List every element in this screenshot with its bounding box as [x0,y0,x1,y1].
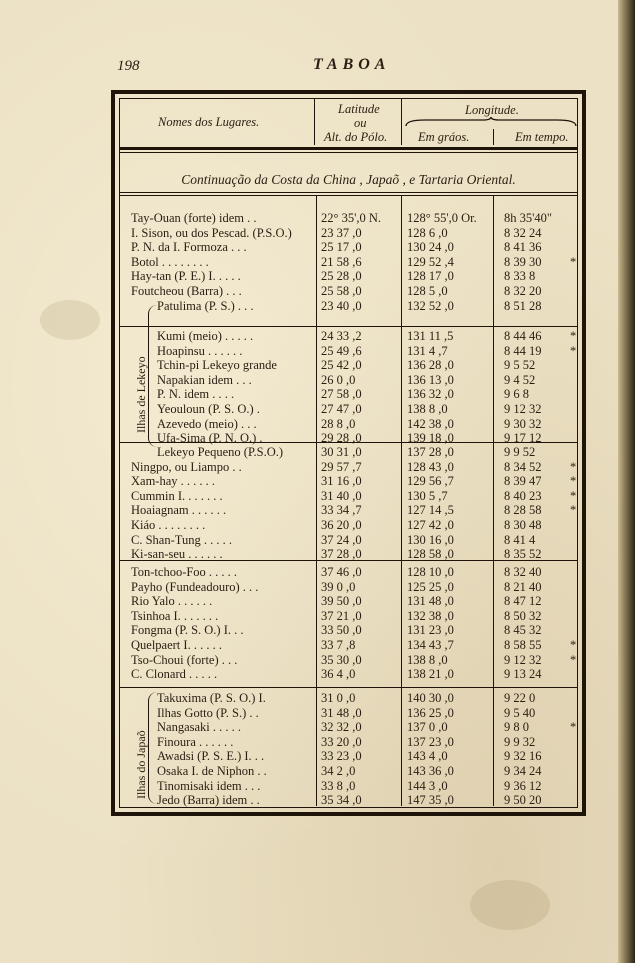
longitude-degrees-cell: 128 5 ,0 [407,284,448,298]
place-name: Patulima (P. S.) . . . [157,298,254,313]
longitude-degrees-cell: 140 30 ,0 [407,691,454,705]
place-name: Kiáo . . . . . . . . [131,518,206,532]
longitude-time-cell: 8 40 23 [504,488,542,503]
longitude-time-cell: 8 32 24 [504,225,542,240]
longitude-degrees-cell: 130 24 ,0 [407,240,454,255]
longitude-degrees-cell: 130 5 ,7 [407,488,448,503]
table-row [120,226,583,241]
longitude-time-cell: 8 30 48 [504,518,542,532]
latitude-cell: 34 2 ,0 [321,764,356,778]
longitude-degrees-cell: 136 28 ,0 [407,358,454,373]
latitude-cell: 23 40 ,0 [321,298,362,313]
subtitle-rule [120,192,577,193]
header-names: Nomes dos Lugares. [158,115,260,129]
star-mark: * [570,488,577,503]
group-rule [120,326,577,327]
place-name: Osaka I. de Niphon . . [157,764,267,778]
header-time: Em tempo. [515,130,569,144]
header-rule [120,147,577,150]
table-row [120,518,583,533]
table-row [120,474,583,489]
longitude-degrees-cell: 138 21 ,0 [407,667,454,682]
latitude-cell: 29 57 ,7 [321,459,362,474]
longitude-degrees-cell: 131 4 ,7 [407,343,448,358]
place-name: Lekeyo Pequeno (P.S.O.) [157,445,284,459]
latitude-cell: 26 0 ,0 [321,372,356,387]
longitude-time-cell: 9 5 40 [504,705,536,720]
longitude-degrees-cell: 127 42 ,0 [407,518,454,532]
place-name: Hoapinsu . . . . . . [157,343,243,358]
place-name: P. N. idem . . . . [157,387,235,402]
table-row [120,609,583,624]
place-name: Nangasaki . . . . . [157,720,242,735]
place-name: Tsinhoa I. . . . . . . [131,608,219,623]
latitude-cell: 25 42 ,0 [321,358,362,373]
latitude-cell: 35 30 ,0 [321,652,362,667]
place-name: Takuxima (P. S. O.) I. [157,691,266,705]
table-row [120,533,583,548]
latitude-cell: 33 7 ,8 [321,638,356,652]
table-row [120,211,583,226]
longitude-degrees-cell: 136 32 ,0 [407,387,454,402]
table-row [120,667,583,682]
place-name: Ton-tchoo-Foo . . . . . [131,565,238,579]
longitude-time-cell: 8 39 47 [504,474,542,489]
place-name: Azevedo (meio) . . . [157,416,257,431]
table-inner [119,98,578,808]
table-row [120,255,583,270]
table-row [120,402,583,417]
header-latitude-or: ou [354,116,367,130]
page-number: 198 [117,58,140,74]
header-degrees: Em gráos. [418,130,470,144]
latitude-cell: 28 8 ,0 [321,416,356,431]
longitude-degrees-cell: 132 52 ,0 [407,298,454,313]
latitude-cell: 31 16 ,0 [321,474,362,489]
longitude-degrees-cell: 132 38 ,0 [407,608,454,623]
place-name: Yeouloun (P. S. O.) . [157,402,260,416]
table-row [120,269,583,284]
longitude-degrees-cell: 128 17 ,0 [407,269,454,284]
longitude-time-cell: 9 12 32 [504,652,542,667]
header-divider [493,129,494,145]
running-title: TABOA [313,56,391,73]
table-row [120,706,583,721]
table-row [120,489,583,504]
table-row [120,503,583,518]
paper-stain [470,880,550,930]
latitude-cell: 30 31 ,0 [321,445,362,459]
table-row [120,299,583,314]
place-name: C. Clonard . . . . . [131,667,218,682]
book-gutter-edge [618,0,635,963]
table-row [120,720,583,735]
longitude-time-cell: 9 32 16 [504,749,542,764]
star-mark: * [570,638,577,652]
longitude-degrees-cell: 128 10 ,0 [407,565,454,579]
longitude-time-cell: 8 44 46 [504,329,542,343]
table-row [120,565,583,580]
longitude-degrees-cell: 139 18 ,0 [407,431,454,446]
latitude-cell: 29 28 ,0 [321,431,362,446]
longitude-degrees-cell: 143 4 ,0 [407,749,448,764]
longitude-degrees-cell: 129 56 ,7 [407,474,454,489]
latitude-cell: 33 20 ,0 [321,734,362,749]
latitude-cell: 36 4 ,0 [321,667,356,682]
longitude-degrees-cell: 138 8 ,0 [407,652,448,667]
table-row [120,594,583,609]
table-row [120,358,583,373]
place-name: Tay-Ouan (forte) idem . . [131,211,257,225]
longitude-time-cell: 8 32 20 [504,284,542,298]
subtitle-rule [120,195,577,196]
latitude-cell: 25 17 ,0 [321,240,362,255]
longitude-time-cell: 8 39 30 [504,254,542,269]
latitude-cell: 37 28 ,0 [321,547,362,562]
latitude-cell: 33 8 ,0 [321,778,356,793]
table-row [120,329,583,344]
table-row [120,344,583,359]
table-row [120,764,583,779]
longitude-time-cell: 9 6 8 [504,387,529,402]
longitude-time-cell: 9 22 0 [504,691,536,705]
longitude-degrees-cell: 136 13 ,0 [407,372,454,387]
place-name: Foutcheou (Barra) . . . [131,284,242,298]
place-name: Ki-san-seu . . . . . . [131,547,223,562]
place-name: Awadsi (P. S. E.) I. . . [157,749,265,764]
place-name: Hay-tan (P. E.) I. . . . . [131,269,241,284]
paper-stain [40,300,100,340]
latitude-cell: 37 46 ,0 [321,565,362,579]
longitude-time-cell: 8 41 4 [504,532,536,547]
longitude-time-cell: 9 30 32 [504,416,542,431]
table-row [120,691,583,706]
longitude-time-cell: 9 13 24 [504,667,542,682]
table-row [120,779,583,794]
table-row [120,547,583,562]
longitude-degrees-cell: 131 11 ,5 [407,329,454,343]
place-name: Cummin I. . . . . . . [131,488,223,503]
longitude-time-cell: 8h 35'40" [504,211,552,225]
longitude-time-cell: 8 58 55 [504,638,542,652]
longitude-degrees-cell: 137 23 ,0 [407,734,454,749]
table-row [120,735,583,750]
place-name: Tso-Choui (forte) . . . [131,652,238,667]
latitude-cell: 22° 35',0 N. [321,211,382,225]
place-name: C. Shan-Tung . . . . . [131,532,232,547]
star-mark: * [570,343,577,358]
longitude-degrees-cell: 137 28 ,0 [407,445,454,459]
longitude-degrees-cell: 127 14 ,5 [407,503,454,518]
longitude-time-cell: 9 17 12 [504,431,542,446]
latitude-cell: 25 49 ,6 [321,343,362,358]
latitude-cell: 39 0 ,0 [321,579,356,594]
star-mark: * [570,459,577,474]
table-row [120,445,583,460]
place-name: Napakian idem . . . [157,372,252,387]
longitude-time-cell: 9 5 52 [504,358,536,373]
longitude-degrees-cell: 142 38 ,0 [407,416,454,431]
latitude-cell: 33 34 ,7 [321,503,362,518]
table-row [120,580,583,595]
place-name: Ufa-Sima (P. N. O.) . [157,431,263,446]
longitude-time-cell: 8 45 32 [504,623,542,638]
latitude-cell: 23 37 ,0 [321,225,362,240]
star-mark: * [570,254,577,269]
place-name: Jedo (Barra) idem . . [157,793,260,808]
latitude-cell: 27 47 ,0 [321,402,362,416]
longitude-degrees-cell: 134 43 ,7 [407,638,454,652]
place-name: P. N. da I. Formoza . . . [131,240,247,255]
longitude-brace [405,117,577,127]
star-mark: * [570,720,577,735]
latitude-cell: 27 58 ,0 [321,387,362,402]
table-row [120,387,583,402]
place-name: Quelpaert I. . . . . . [131,638,222,652]
longitude-degrees-cell: 128 58 ,0 [407,547,454,562]
longitude-degrees-cell: 129 52 ,4 [407,254,454,269]
longitude-time-cell: 9 12 32 [504,402,542,416]
place-name: Rio Yalo . . . . . . [131,594,213,609]
longitude-time-cell: 8 47 12 [504,594,542,609]
place-name: Ningpo, ou Liampo . . [131,459,242,474]
latitude-cell: 25 58 ,0 [321,284,362,298]
table-row [120,431,583,446]
longitude-time-cell: 8 21 40 [504,579,542,594]
table-row [120,638,583,653]
longitude-degrees-cell: 128 6 ,0 [407,225,448,240]
longitude-time-cell: 8 34 52 [504,459,542,474]
longitude-time-cell: 9 8 0 [504,720,529,735]
longitude-time-cell: 9 50 20 [504,793,542,808]
latitude-cell: 31 0 ,0 [321,691,356,705]
latitude-cell: 37 21 ,0 [321,608,362,623]
latitude-cell: 33 50 ,0 [321,623,362,638]
latitude-cell: 37 24 ,0 [321,532,362,547]
longitude-time-cell: 8 41 36 [504,240,542,255]
latitude-cell: 35 34 ,0 [321,793,362,808]
longitude-degrees-cell: 136 25 ,0 [407,705,454,720]
latitude-cell: 39 50 ,0 [321,594,362,609]
longitude-time-cell: 8 50 32 [504,608,542,623]
place-name: Xam-hay . . . . . . [131,474,216,489]
table-row [120,373,583,388]
group-rule [120,687,577,688]
table-row [120,623,583,638]
longitude-time-cell: 9 34 24 [504,764,542,778]
place-name: Kumi (meio) . . . . . [157,329,254,343]
table-row [120,284,583,299]
longitude-degrees-cell: 128 43 ,0 [407,459,454,474]
lekeyo-side-label: Ilhas de Lekeyo [134,356,148,433]
place-name: Tchin-pi Lekeyo grande [157,358,277,373]
place-name: Payho (Fundeadouro) . . . [131,579,259,594]
header-divider [314,99,315,145]
longitude-time-cell: 9 9 32 [504,734,536,749]
table-row [120,417,583,432]
longitude-degrees-cell: 143 36 ,0 [407,764,454,778]
header-rule-thin [120,152,577,153]
header-longitude: Longitude. [465,103,519,117]
longitude-degrees-cell: 138 8 ,0 [407,402,448,416]
latitude-cell: 32 32 ,0 [321,720,362,735]
place-name: Botol . . . . . . . . [131,254,209,269]
place-name: Tinomisaki idem . . . [157,778,261,793]
longitude-time-cell: 8 35 52 [504,547,542,562]
table-row [120,460,583,475]
longitude-degrees-cell: 128° 55',0 Or. [407,211,477,225]
table-frame [111,90,586,816]
longitude-time-cell: 8 51 28 [504,298,542,313]
latitude-cell: 36 20 ,0 [321,518,362,532]
place-name: Fongma (P. S. O.) I. . . [131,623,244,638]
table-row [120,793,583,808]
longitude-time-cell: 8 28 58 [504,503,542,518]
table-row [120,240,583,255]
longitude-degrees-cell: 144 3 ,0 [407,778,448,793]
longitude-time-cell: 9 4 52 [504,372,536,387]
place-name: Finoura . . . . . . [157,734,234,749]
longitude-degrees-cell: 131 23 ,0 [407,623,454,638]
header-divider [401,99,402,145]
longitude-degrees-cell: 137 0 ,0 [407,720,448,735]
place-name: Ilhas Gotto (P. S.) . . [157,705,259,720]
table-row [120,653,583,668]
longitude-degrees-cell: 147 35 ,0 [407,793,454,808]
latitude-cell: 31 48 ,0 [321,705,362,720]
latitude-cell: 31 40 ,0 [321,488,362,503]
header-latitude: Latitude [338,102,380,116]
table-subtitle: Continuação da Costa da China , Japaõ , e Tartaria Oriental. [181,172,516,187]
longitude-time-cell: 8 44 19 [504,343,542,358]
longitude-degrees-cell: 125 25 ,0 [407,579,454,594]
place-name: I. Sison, ou dos Pescad. (P.S.O.) [131,225,292,240]
star-mark: * [570,329,577,343]
header-latitude-alt: Alt. do Pólo. [324,130,388,144]
longitude-degrees-cell: 130 16 ,0 [407,532,454,547]
latitude-cell: 21 58 ,6 [321,254,362,269]
place-name: Hoaiagnam . . . . . . [131,503,227,518]
star-mark: * [570,474,577,489]
latitude-cell: 24 33 ,2 [321,329,362,343]
longitude-time-cell: 8 33 8 [504,269,536,284]
star-mark: * [570,652,577,667]
latitude-cell: 25 28 ,0 [321,269,362,284]
japao-side-label: Ilhas do Japaõ [134,730,148,799]
longitude-degrees-cell: 131 48 ,0 [407,594,454,609]
star-mark: * [570,503,577,518]
latitude-cell: 33 23 ,0 [321,749,362,764]
longitude-time-cell: 9 36 12 [504,778,542,793]
longitude-time-cell: 8 32 40 [504,565,542,579]
longitude-time-cell: 9 9 52 [504,445,536,459]
table-row [120,749,583,764]
